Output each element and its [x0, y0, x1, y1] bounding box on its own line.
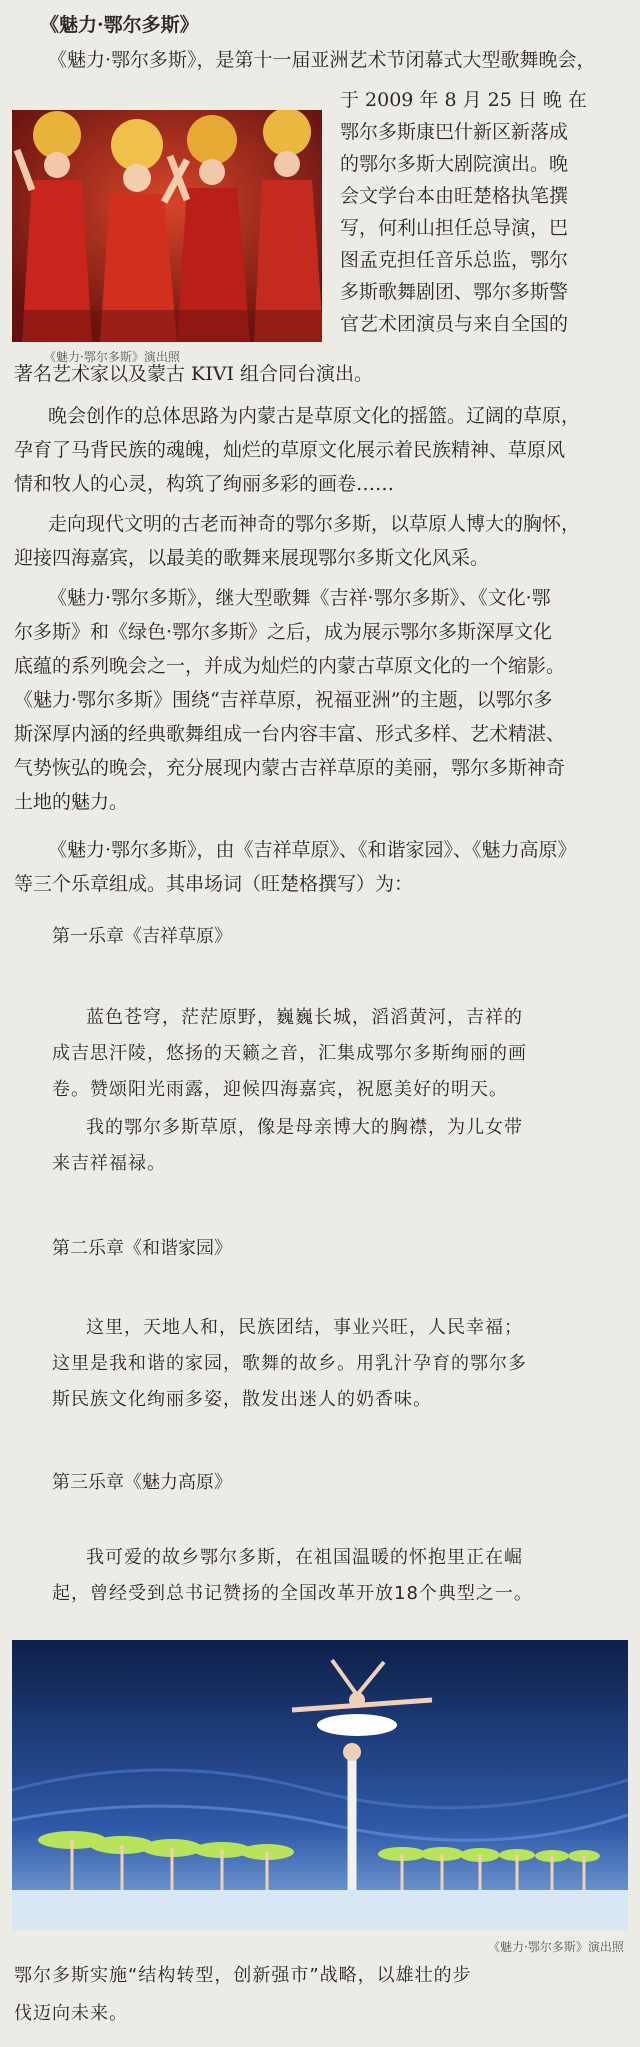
paragraph-line: 《魅力·鄂尔多斯》围绕“吉祥草原，祝福亚洲”的主题，以鄂尔多	[14, 689, 553, 711]
poem-line: 斯民族文化绚丽多姿，散发出迷人的奶香味。	[52, 1389, 432, 1410]
paragraph-line: 斯深厚内涵的经典歌舞组成一台内容丰富、形式多样、艺术精湛、	[14, 723, 566, 745]
photo2-caption: 《魅力·鄂尔多斯》演出照	[488, 1940, 624, 1954]
intro-side-line: 会文学台本由旺楚格执笔撰	[340, 185, 569, 207]
paragraph-line: 走向现代文明的古老而神奇的鄂尔多斯，以草原人博大的胸怀，	[48, 513, 581, 535]
intro-side-line: 鄂尔多斯康巴什新区新落成	[340, 121, 569, 143]
poem-line: 我可爱的故乡鄂尔多斯，在祖国温暖的怀抱里正在崛	[86, 1547, 523, 1568]
intro-end-line: 著名艺术家以及蒙古 KIVI 组合同台演出。	[14, 363, 374, 385]
poem-line: 蓝色苍穹，茫茫原野，巍巍长城，滔滔黄河，吉祥的	[86, 1007, 523, 1028]
article-title: 《魅力·鄂尔多斯》	[40, 14, 199, 36]
poem-line: 成吉思汗陵，悠扬的天籁之音，汇集成鄂尔多斯绚丽的画	[52, 1043, 527, 1064]
intro-side-line: 的鄂尔多斯大剧院演出。晚	[340, 153, 569, 175]
closing-line: 伐迈向未来。	[14, 2003, 128, 2024]
poem-line: 这里是我和谐的家园，歌舞的故乡。用乳汁孕育的鄂尔多	[52, 1353, 527, 1374]
poem-line: 卷。赞颂阳光雨露，迎候四海嘉宾，祝愿美好的明天。	[52, 1079, 508, 1100]
performance-photo-ballet	[12, 1640, 628, 1930]
photo1-caption: 《魅力·鄂尔多斯》演出照	[44, 350, 180, 364]
paragraph-line: 尔多斯》和《绿色·鄂尔多斯》之后，成为展示鄂尔多斯深厚文化	[14, 621, 553, 643]
intro-side-line: 官艺术团演员与来自全国的	[340, 313, 569, 335]
intro-side-line: 多斯歌舞剧团、鄂尔多斯警	[340, 281, 569, 303]
poem-line: 起，曾经受到总书记赞扬的全国改革开放18个典型之一。	[52, 1583, 533, 1604]
poem-line: 我的鄂尔多斯草原，像是母亲博大的胸襟，为儿女带	[86, 1117, 523, 1138]
paragraph-line: 《魅力·鄂尔多斯》，由《吉祥草原》、《和谐家园》、《魅力高原》	[48, 839, 577, 861]
performance-photo-dancers	[12, 110, 322, 342]
paragraph-line: 迎接四海嘉宾，以最美的歌舞来展现鄂尔多斯文化风采。	[14, 547, 490, 569]
paragraph-line: 晚会创作的总体思路为内蒙古是草原文化的摇篮。辽阔的草原，	[48, 405, 581, 427]
paragraph-line: 底蕴的系列晚会之一，并成为灿烂的内蒙古草原文化的一个缩影。	[14, 655, 566, 677]
poem-line: 这里，天地人和，民族团结，事业兴旺，人民幸福；	[86, 1317, 523, 1338]
intro-side-line: 写，何利山担任总导演，巴	[340, 217, 569, 239]
intro-line-1: 《魅力·鄂尔多斯》，是第十一届亚洲艺术节闭幕式大型歌舞晚会，	[48, 49, 596, 71]
intro-side-line: 图孟克担任音乐总监，鄂尔	[340, 249, 569, 271]
paragraph-line: 等三个乐章组成。其串场词（旺楚格撰写）为：	[14, 873, 414, 895]
paragraph-line: 气势恢弘的晚会，充分展现内蒙古吉祥草原的美丽，鄂尔多斯神奇	[14, 757, 566, 779]
poem-line: 来吉祥福禄。	[52, 1153, 166, 1174]
paragraph-line: 孕育了马背民族的魂魄，灿烂的草原文化展示着民族精神、草原风	[14, 439, 566, 461]
movement-2-heading: 第二乐章《和谐家园》	[52, 1238, 232, 1259]
movement-3-heading: 第三乐章《魅力高原》	[52, 1472, 232, 1493]
intro-side-line: 于 2009 年 8 月 25 日 晚 在	[340, 89, 587, 111]
paragraph-line: 土地的魅力。	[14, 791, 129, 813]
paragraph-line: 《魅力·鄂尔多斯》，继大型歌舞《吉祥·鄂尔多斯》、《文化·鄂	[48, 587, 551, 609]
closing-line: 鄂尔多斯实施“结构转型，创新强市”战略，以雄壮的步	[14, 1965, 472, 1986]
paragraph-line: 情和牧人的心灵，构筑了绚丽多彩的画卷……	[14, 473, 395, 495]
movement-1-heading: 第一乐章《吉祥草原》	[52, 926, 232, 947]
